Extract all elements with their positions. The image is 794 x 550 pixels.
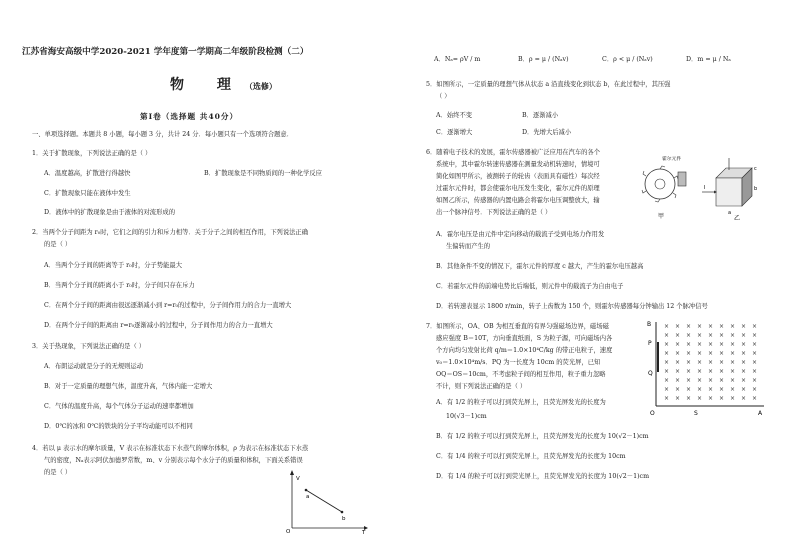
q3-option-a: A．布朗运动就是分子的无规则运动 [44,363,144,370]
field-cross: × [664,323,670,330]
q7-option-c: C．有 1/4 的粒子可以打到荧光屏上，且荧光屏发光的长度为 10cm [436,453,626,460]
field-cross: × [708,377,714,384]
field-cross: × [708,395,714,402]
q5-option-c: C．逐渐增大 [436,129,473,136]
field-cross: × [708,368,714,375]
q7-option-b: B．有 1/2 的粒子可以打到荧光屏上，且荧光屏发光的长度为 10(√2－1)cm [436,433,649,440]
label-i: I [704,185,706,191]
hall-element-block [678,172,686,186]
field-cross: × [741,377,747,384]
field-cross: × [730,395,736,402]
q7-line-3: 个方向均匀发射比荷 q/m＝1.0×10⁴C/kg 的带正电粒子，速度 [436,347,613,354]
field-cross: × [697,368,703,375]
field-cross: × [708,323,714,330]
label-a: a [306,494,310,500]
field-cross: × [719,377,725,384]
field-cross: × [664,359,670,366]
q6-line-4: 过霍尔元件时，都会使霍尔电压发生变化，霍尔元件的原理 [436,185,600,192]
hall-sensor-figure [630,150,774,222]
field-cross: × [686,332,692,339]
label-a: a [728,210,732,216]
process-line [306,490,342,512]
q5-option-d: D．先增大后减小 [522,129,572,136]
q6-option-a-line1: A．霍尔电压是由元件中定向移动的载流子受到电场力作用发 [436,231,605,238]
field-cross: × [664,395,670,402]
field-cross: × [741,350,747,357]
label-b: b [342,516,346,522]
q6-line-3: 简化如图甲所示，被测转子的轮齿（表面具有磁性）每次经 [436,173,600,180]
label-a: A [758,410,763,417]
field-cross: × [741,341,747,348]
label-b: b [754,186,758,192]
field-cross: × [675,377,681,384]
field-cross: × [752,368,758,375]
field-cross: × [719,341,725,348]
label-o: O [650,410,655,417]
subject-note: （选修） [244,81,277,91]
field-cross: × [686,377,692,384]
q1-stem: 1．关于扩散现象，下列说法正确的是（ ） [32,150,152,157]
field-cross: × [730,359,736,366]
field-cross: × [752,323,758,330]
q2-option-a: A．当两个分子间的距离等于 r₀时，分子势能最大 [44,262,183,269]
q6-line-2: 系统中，其中霍尔转速传感器在测量发动机转速时，情境可 [436,161,600,168]
field-cross: × [664,332,670,339]
field-cross: × [741,395,747,402]
q3-option-b: B．对于一定质量的理想气体，温度升高，气体内能一定增大 [44,383,213,390]
field-cross: × [752,332,758,339]
part-heading: 第Ⅰ卷（选择题 共40分） [140,112,239,121]
q4-stem-line3: 的是（ ） [44,469,72,476]
label-p: P [648,340,652,347]
q5-option-a: A．始终不变 [436,112,473,119]
q6-option-b: B．其他条件不变的情况下，霍尔元件的厚度 c 越大，产生的霍尔电压越高 [436,263,644,270]
field-cross: × [719,368,725,375]
q3-option-d: D．0℃的冰和 0℃的铁块的分子平均动能可以不相同 [44,423,193,430]
q7-line-2: 感应强度 B＝10T，方向垂直纸面，S 为粒子源，可向磁场内各 [436,335,613,342]
field-cross: × [752,386,758,393]
v-axis-arrow [290,470,294,475]
field-cross: × [664,350,670,357]
field-cross: × [741,332,747,339]
q7-line-6: 不计，则下列说法正确的是（ ） [436,383,527,390]
field-cross: × [697,323,703,330]
field-cross: × [708,386,714,393]
field-cross: × [741,386,747,393]
q4-stem-line1: 4．若以 μ 表示水的摩尔质量，V 表示在标准状态下水蒸气的摩尔体积，ρ 为表示在标准状态下水蒸 [32,445,309,452]
hall-element-label: 霍尔元件 [662,157,682,162]
q7-line-4: v₀＝1.0×10⁴m/s．PQ 为一长度为 10cm 的荧光屏，已知 [436,359,601,366]
q1-option-d: D．液体中的扩散现象是由于液体的对流形成的 [44,209,175,216]
exam-title: 江苏省海安高级中学2020-2021 学年度第一学期高二年级阶段检测（二） [22,47,309,57]
q7-option-a-line1: A．有 1/2 的粒子可以打到荧光屏上，且荧光屏发光的长度为 [436,399,606,406]
q5-option-b: B．逐渐减小 [522,112,559,119]
field-cross: × [719,332,725,339]
q6-line-5: 如图乙所示，传感器的内置电路会将霍尔电压调整放大，输 [436,197,600,204]
field-cross: × [752,377,758,384]
q1-option-a: A．温度越高，扩散进行得越快 [44,170,131,177]
q6-option-a-line2: 生偏转而产生的 [446,243,491,250]
q5-stem-line1: 5．如图所示，一定质量的理想气体从状态 a 沿直线变化到状态 b，在此过程中，其压强 [426,81,671,88]
field-cross: × [675,395,681,402]
field-cross: × [697,386,703,393]
hall-box-front [716,178,742,206]
field-cross: × [741,368,747,375]
magnetic-field-figure [644,318,770,418]
field-cross: × [686,323,692,330]
field-cross: × [730,386,736,393]
field-cross: × [686,368,692,375]
field-cross: × [741,323,747,330]
t-axis-label: T [362,530,366,534]
q5-stem-line2: （ ） [436,93,451,100]
field-cross: × [675,323,681,330]
field-crosses [664,323,757,402]
field-cross: × [752,341,758,348]
field-cross: × [686,350,692,357]
field-cross: × [675,332,681,339]
q2-option-b: B．当两个分子间的距离小于 r₀时，分子间只存在斥力 [44,282,195,289]
point-b [341,511,344,514]
q2-stem-line1: 2．当两个分子间距为 r₀时，它们之间的引力和斥力相等．关于分子之间的相互作用，下列说法正确 [32,229,309,236]
field-cross: × [708,341,714,348]
field-cross: × [697,395,703,402]
field-cross: × [675,359,681,366]
q4-stem-line2: 气的密度，Nₐ表示阿伏加德罗常数，m、v 分别表示每个水分子的质量和体积，下面关系错误 [44,457,303,464]
field-cross: × [664,386,670,393]
field-cross: × [664,377,670,384]
field-cross: × [708,359,714,366]
q4-option-d: D．m = μ / Nₐ [686,56,731,63]
field-cross: × [675,350,681,357]
field-cross: × [730,368,736,375]
field-cross: × [708,332,714,339]
field-cross: × [697,332,703,339]
field-cross: × [719,386,725,393]
figure-yi-label: 乙 [734,215,741,222]
vt-graph [284,470,368,534]
field-cross: × [730,377,736,384]
field-cross: × [730,350,736,357]
q2-option-d: D．在两个分子间的距离由 r=r₀逐渐减小的过程中，分子间作用力的合力一直增大 [44,322,273,329]
field-cross: × [686,386,692,393]
q3-stem: 3．关于热现象，下列说法正确的是（ ） [32,343,146,350]
q2-option-c: C．在两个分子间的距离由很远逐渐减小到 r=r₀的过程中，分子间作用力的合力一直增大 [44,302,292,309]
field-cross: × [664,368,670,375]
field-cross: × [719,395,725,402]
q7-option-d: D．有 1/4 的粒子可以打到荧光屏上，且荧光屏发光的长度为 10(√2－1)cm [436,473,650,480]
label-q: Q [648,370,653,377]
q6-line-6: 出一个脉冲信号．下列说法正确的是（ ） [436,209,552,216]
field-cross: × [708,350,714,357]
q7-line-1: 7．如图所示，OA、OB 为相互垂直的有界匀强磁场边界，磁场磁 [426,323,609,330]
field-cross: × [752,350,758,357]
field-cross: × [730,341,736,348]
label-boundary-b: B [647,321,652,328]
field-cross: × [675,386,681,393]
field-cross: × [675,368,681,375]
q1-option-b: B．扩散现象是不同物质间的一种化学反应 [204,170,322,177]
q4-option-c: C．ρ < μ / (Nₐv) [602,56,653,63]
field-cross: × [752,395,758,402]
gear-teeth [642,166,678,202]
q6-line-1: 6．随着电子技术的发展，霍尔传感器被广泛应用在汽车的各个 [426,149,601,156]
field-cross: × [697,350,703,357]
field-cross: × [730,332,736,339]
subject-name: 物 理 [170,77,245,93]
field-cross: × [686,341,692,348]
q7-option-a-line2: 10(√3－1)cm [446,413,487,420]
field-cross: × [697,341,703,348]
field-cross: × [697,359,703,366]
point-a [305,489,308,492]
field-cross: × [730,323,736,330]
field-cross: × [697,377,703,384]
origin-label: O [286,529,291,534]
field-cross: × [719,323,725,330]
field-cross: × [741,359,747,366]
label-c: c [754,166,757,172]
v-axis-label: V [296,476,300,482]
q6-option-d: D．若转速表显示 1800 r/min，转子上齿数为 150 个，则霍尔传感器每分钟输出 12 个脉冲信号 [436,303,708,310]
field-cross: × [686,359,692,366]
q4-option-b: B．ρ = μ / (Nₐv) [518,56,569,63]
q3-option-c: C．气体的温度升高，每个气体分子运动的速率都增加 [44,403,194,410]
section-instructions: 一、单项选择题。本题共 8 小题，每小题 3 分，共计 24 分．每小题只有一个选项符合题意． [32,131,294,138]
field-cross: × [686,395,692,402]
field-cross: × [719,359,725,366]
q4-option-a: A．Nₐ= ρV / m [434,56,481,63]
q2-stem-line2: 的是（ ） [44,241,72,248]
field-cross: × [664,341,670,348]
subject-heading [170,75,277,96]
field-cross: × [675,341,681,348]
field-cross: × [752,359,758,366]
rotor-hub [655,179,665,189]
q7-line-5: OQ＝OS＝10cm，不考虑粒子间的相互作用，粒子重力忽略 [436,371,606,378]
figure-jia-label: 甲 [658,213,665,220]
q6-option-c: C．若霍尔元件的前端电势比后端低，则元件中的载流子为自由电子 [436,283,624,290]
label-s: S [694,410,698,417]
q1-option-c: C．扩散现象只能在液体中发生 [44,190,131,197]
rotor-gear [645,169,675,199]
field-cross: × [719,350,725,357]
